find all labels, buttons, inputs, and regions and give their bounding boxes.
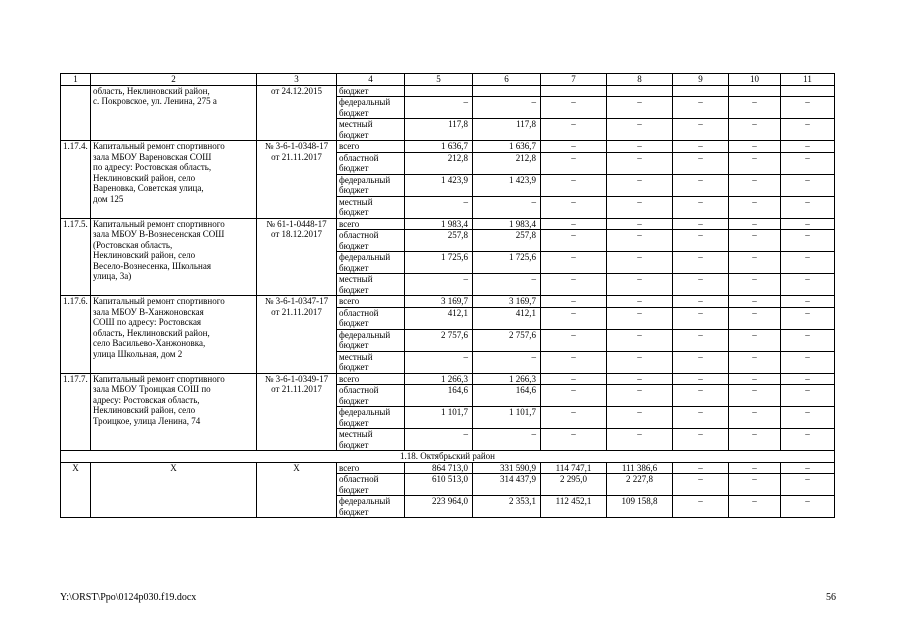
value-cell: –: [607, 407, 673, 429]
value-cell: –: [541, 119, 607, 141]
value-cell: –: [541, 174, 607, 196]
value-cell: 2 353,1: [473, 496, 541, 518]
value-cell: –: [473, 97, 541, 119]
value-cell: 257,8: [473, 230, 541, 252]
value-cell: –: [673, 429, 729, 451]
funding-source: местный бюджет: [337, 274, 405, 296]
value-cell: –: [607, 152, 673, 174]
value-cell: –: [541, 141, 607, 153]
item-name: Капитальный ремонт спортивного зала МБОУ В-Вознесенская СОШ (Ростовская область, Неклиновский район, село Весело-Вознесенка, Школьная улица, 3а): [91, 218, 257, 296]
value-cell: –: [673, 174, 729, 196]
value-cell: [607, 85, 673, 97]
funding-source: местный бюджет: [337, 351, 405, 373]
value-cell: –: [541, 373, 607, 385]
value-cell: –: [729, 218, 781, 230]
funding-source: всего: [337, 296, 405, 308]
value-cell: 1 101,7: [473, 407, 541, 429]
value-cell: –: [607, 307, 673, 329]
value-cell: –: [673, 462, 729, 474]
column-number: 11: [781, 74, 835, 86]
funding-source: областной бюджет: [337, 307, 405, 329]
value-cell: –: [405, 196, 473, 218]
value-cell: –: [781, 373, 835, 385]
value-cell: –: [673, 296, 729, 308]
value-cell: –: [781, 152, 835, 174]
value-cell: –: [473, 274, 541, 296]
funding-source: федеральный бюджет: [337, 252, 405, 274]
page-number: 56: [826, 592, 836, 603]
value-cell: –: [673, 196, 729, 218]
value-cell: 212,8: [405, 152, 473, 174]
value-cell: 117,8: [405, 119, 473, 141]
value-cell: –: [541, 407, 607, 429]
value-cell: –: [541, 351, 607, 373]
value-cell: 1 636,7: [405, 141, 473, 153]
item-id: 1.17.7.: [61, 373, 91, 451]
funding-source: местный бюджет: [337, 196, 405, 218]
value-cell: –: [607, 119, 673, 141]
value-cell: 3 169,7: [473, 296, 541, 308]
value-cell: 109 158,8: [607, 496, 673, 518]
value-cell: –: [729, 429, 781, 451]
column-number: 7: [541, 74, 607, 86]
funding-source: федеральный бюджет: [337, 329, 405, 351]
value-cell: –: [541, 274, 607, 296]
value-cell: –: [405, 274, 473, 296]
item-name: Капитальный ремонт спортивного зала МБОУ В-Ханжоновская СОШ по адресу: Ростовская область, Неклиновский район, село Васильево-Ханжоновка, улица Школьная, дом 2: [91, 296, 257, 374]
item-id: 1.17.4.: [61, 141, 91, 219]
funding-source: федеральный бюджет: [337, 496, 405, 518]
value-cell: 2 227,8: [607, 474, 673, 496]
value-cell: –: [607, 230, 673, 252]
value-cell: –: [607, 351, 673, 373]
value-cell: –: [729, 351, 781, 373]
value-cell: –: [607, 252, 673, 274]
item-name: область, Неклиновский район, с. Покровское, ул. Ленина, 275 а: [91, 85, 257, 141]
value-cell: [473, 85, 541, 97]
x-marker: Х: [257, 462, 337, 518]
value-cell: –: [781, 97, 835, 119]
section-row: [61, 451, 835, 463]
value-cell: –: [729, 152, 781, 174]
value-cell: 1 423,9: [473, 174, 541, 196]
value-cell: 2 757,6: [473, 329, 541, 351]
value-cell: [781, 85, 835, 97]
value-cell: 111 386,6: [607, 462, 673, 474]
value-cell: –: [673, 496, 729, 518]
value-cell: –: [607, 385, 673, 407]
value-cell: –: [673, 307, 729, 329]
funding-source: областной бюджет: [337, 474, 405, 496]
value-cell: –: [405, 97, 473, 119]
value-cell: –: [729, 407, 781, 429]
value-cell: 1 266,3: [473, 373, 541, 385]
value-cell: –: [541, 429, 607, 451]
value-cell: –: [673, 329, 729, 351]
value-cell: –: [405, 351, 473, 373]
value-cell: 3 169,7: [405, 296, 473, 308]
value-cell: 1 266,3: [405, 373, 473, 385]
table-row: [61, 85, 835, 97]
column-number: 3: [257, 74, 337, 86]
value-cell: 112 452,1: [541, 496, 607, 518]
value-cell: 864 713,0: [405, 462, 473, 474]
file-path: Y:\ORST\Ppo\0124p030.f19.docx: [60, 592, 197, 603]
value-cell: 2 295,0: [541, 474, 607, 496]
funding-source: всего: [337, 218, 405, 230]
item-name: Капитальный ремонт спортивного зала МБОУ Троицкая СОШ по адресу: Ростовская область, Неклиновский район, село Троицкое, улица Ленина, 74: [91, 373, 257, 451]
value-cell: 1 101,7: [405, 407, 473, 429]
funding-source: областной бюджет: [337, 152, 405, 174]
value-cell: –: [673, 152, 729, 174]
value-cell: –: [607, 373, 673, 385]
funding-source: областной бюджет: [337, 230, 405, 252]
value-cell: –: [781, 141, 835, 153]
value-cell: –: [541, 230, 607, 252]
value-cell: 212,8: [473, 152, 541, 174]
value-cell: –: [673, 474, 729, 496]
value-cell: –: [729, 296, 781, 308]
value-cell: –: [473, 429, 541, 451]
value-cell: –: [673, 119, 729, 141]
value-cell: 1 983,4: [473, 218, 541, 230]
header-row: [61, 74, 835, 86]
value-cell: –: [781, 218, 835, 230]
value-cell: 1 725,6: [405, 252, 473, 274]
value-cell: –: [607, 174, 673, 196]
value-cell: –: [729, 274, 781, 296]
value-cell: –: [541, 218, 607, 230]
column-number: 4: [337, 74, 405, 86]
value-cell: –: [781, 462, 835, 474]
value-cell: –: [541, 307, 607, 329]
value-cell: 114 747,1: [541, 462, 607, 474]
x-marker: Х: [91, 462, 257, 518]
table-row: [61, 141, 835, 153]
funding-source: федеральный бюджет: [337, 407, 405, 429]
value-cell: –: [541, 97, 607, 119]
value-cell: –: [781, 496, 835, 518]
value-cell: –: [781, 230, 835, 252]
value-cell: [405, 85, 473, 97]
funding-source: всего: [337, 462, 405, 474]
value-cell: –: [781, 252, 835, 274]
item-id: 1.17.6.: [61, 296, 91, 374]
value-cell: 117,8: [473, 119, 541, 141]
value-cell: –: [781, 174, 835, 196]
value-cell: –: [729, 373, 781, 385]
value-cell: –: [673, 274, 729, 296]
value-cell: –: [541, 252, 607, 274]
value-cell: 314 437,9: [473, 474, 541, 496]
item-document: № 3-6-1-0349-17 от 21.11.2017: [257, 373, 337, 451]
section-title: 1.18. Октябрьский район: [61, 451, 835, 463]
table-row: [61, 373, 835, 385]
value-cell: [541, 85, 607, 97]
funding-source: федеральный бюджет: [337, 174, 405, 196]
funding-source: местный бюджет: [337, 429, 405, 451]
value-cell: –: [729, 496, 781, 518]
value-cell: –: [673, 373, 729, 385]
funding-source: всего: [337, 373, 405, 385]
column-number: 9: [673, 74, 729, 86]
value-cell: –: [673, 252, 729, 274]
value-cell: –: [607, 329, 673, 351]
funding-source: бюджет: [337, 85, 405, 97]
value-cell: –: [729, 196, 781, 218]
funding-source: областной бюджет: [337, 385, 405, 407]
value-cell: –: [729, 329, 781, 351]
value-cell: –: [729, 252, 781, 274]
value-cell: –: [729, 385, 781, 407]
value-cell: –: [473, 196, 541, 218]
value-cell: 331 590,9: [473, 462, 541, 474]
value-cell: 1 636,7: [473, 141, 541, 153]
value-cell: –: [405, 429, 473, 451]
funding-source: федеральный бюджет: [337, 97, 405, 119]
item-id: 1.17.5.: [61, 218, 91, 296]
value-cell: –: [673, 97, 729, 119]
column-number: 1: [61, 74, 91, 86]
value-cell: –: [607, 97, 673, 119]
value-cell: 412,1: [405, 307, 473, 329]
value-cell: –: [781, 274, 835, 296]
value-cell: –: [729, 174, 781, 196]
value-cell: –: [673, 230, 729, 252]
value-cell: –: [781, 307, 835, 329]
funding-source: местный бюджет: [337, 119, 405, 141]
value-cell: –: [729, 307, 781, 329]
value-cell: –: [607, 429, 673, 451]
column-number: 10: [729, 74, 781, 86]
value-cell: –: [541, 329, 607, 351]
value-cell: 2 757,6: [405, 329, 473, 351]
value-cell: –: [781, 407, 835, 429]
value-cell: –: [729, 97, 781, 119]
value-cell: –: [607, 141, 673, 153]
value-cell: 164,6: [473, 385, 541, 407]
value-cell: –: [607, 274, 673, 296]
value-cell: 257,8: [405, 230, 473, 252]
table-row: [61, 296, 835, 308]
value-cell: –: [473, 351, 541, 373]
item-document: № 3-6-1-0348-17 от 21.11.2017: [257, 141, 337, 219]
value-cell: –: [673, 351, 729, 373]
value-cell: –: [673, 407, 729, 429]
value-cell: 223 964,0: [405, 496, 473, 518]
item-document: от 24.12.2015: [257, 85, 337, 141]
value-cell: –: [781, 296, 835, 308]
value-cell: –: [781, 196, 835, 218]
value-cell: [729, 85, 781, 97]
value-cell: 412,1: [473, 307, 541, 329]
funding-source: всего: [337, 141, 405, 153]
column-number: 5: [405, 74, 473, 86]
table-row: [61, 462, 835, 474]
value-cell: –: [781, 329, 835, 351]
value-cell: –: [781, 474, 835, 496]
value-cell: –: [729, 119, 781, 141]
value-cell: –: [729, 462, 781, 474]
value-cell: 610 513,0: [405, 474, 473, 496]
item-name: Капитальный ремонт спортивного зала МБОУ Вареновская СОШ по адресу: Ростовская область, Неклиновский район, село Вареновка, Советская улица, дом 125: [91, 141, 257, 219]
value-cell: 1 983,4: [405, 218, 473, 230]
value-cell: –: [673, 385, 729, 407]
column-number: 2: [91, 74, 257, 86]
value-cell: –: [781, 119, 835, 141]
value-cell: –: [541, 296, 607, 308]
budget-table: [60, 73, 835, 518]
value-cell: 1 423,9: [405, 174, 473, 196]
value-cell: –: [607, 296, 673, 308]
value-cell: –: [729, 230, 781, 252]
value-cell: –: [541, 152, 607, 174]
value-cell: –: [781, 351, 835, 373]
x-marker: Х: [61, 462, 91, 518]
value-cell: –: [781, 385, 835, 407]
value-cell: –: [673, 141, 729, 153]
value-cell: –: [729, 141, 781, 153]
value-cell: [673, 85, 729, 97]
value-cell: –: [541, 385, 607, 407]
value-cell: 164,6: [405, 385, 473, 407]
value-cell: –: [673, 218, 729, 230]
value-cell: –: [607, 196, 673, 218]
item-document: № 61-1-0448-17 от 18.12.2017: [257, 218, 337, 296]
value-cell: 1 725,6: [473, 252, 541, 274]
item-id: [61, 85, 91, 141]
value-cell: –: [541, 196, 607, 218]
column-number: 8: [607, 74, 673, 86]
value-cell: –: [781, 429, 835, 451]
value-cell: –: [729, 474, 781, 496]
table-row: [61, 218, 835, 230]
column-number: 6: [473, 74, 541, 86]
item-document: № 3-6-1-0347-17 от 21.11.2017: [257, 296, 337, 374]
value-cell: –: [607, 218, 673, 230]
